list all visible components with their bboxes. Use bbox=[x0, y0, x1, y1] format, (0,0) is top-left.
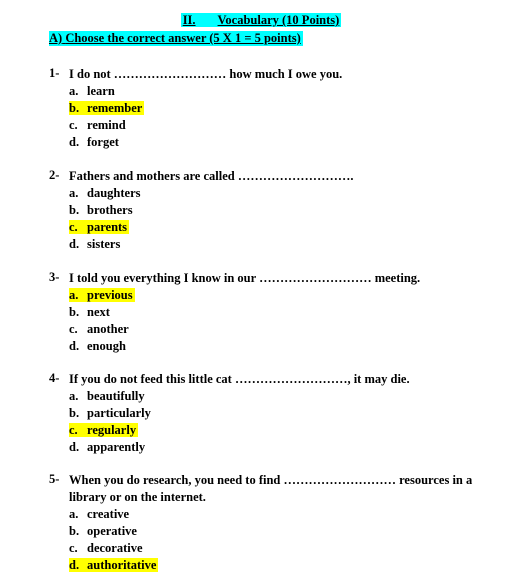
question-text: I told you everything I know in our ……………………… meeting. bbox=[69, 271, 421, 285]
option-a[interactable]: a. previous bbox=[69, 288, 133, 302]
question-number: 1- bbox=[49, 66, 60, 80]
question-text: If you do not feed this little cat ………………………, it may die. bbox=[69, 372, 410, 386]
option-a[interactable]: a. creative bbox=[69, 507, 130, 521]
option-c[interactable]: c. parents bbox=[69, 220, 128, 234]
question-5 bbox=[49, 472, 489, 574]
option-c[interactable]: c. remind bbox=[69, 118, 126, 132]
option-b[interactable]: b. brothers bbox=[69, 203, 133, 217]
part-heading bbox=[49, 31, 303, 46]
options-list bbox=[69, 185, 499, 253]
option-b[interactable]: b. particularly bbox=[69, 406, 151, 420]
question-number: 2- bbox=[49, 168, 60, 182]
option-b[interactable]: b. next bbox=[69, 305, 110, 319]
question-text: Fathers and mothers are called ………………………. bbox=[69, 169, 354, 183]
question-2 bbox=[49, 168, 499, 253]
question-text: When you do research, you need to find ……………………… resources in a library or on the internet. bbox=[69, 473, 473, 504]
section-title bbox=[0, 13, 522, 28]
question-number: 4- bbox=[49, 371, 60, 385]
option-d[interactable]: d. sisters bbox=[69, 237, 121, 251]
question-4 bbox=[49, 371, 499, 456]
section-name: Vocabulary (10 Points) bbox=[217, 13, 340, 27]
option-d[interactable]: d. authoritative bbox=[69, 558, 157, 572]
part-title: Choose the correct answer (5 X 1 = 5 points) bbox=[65, 31, 301, 45]
options-list bbox=[69, 83, 499, 151]
option-c[interactable]: c. decorative bbox=[69, 541, 143, 555]
option-c[interactable]: c. another bbox=[69, 322, 129, 336]
question-3 bbox=[49, 270, 499, 355]
options-list bbox=[69, 506, 489, 574]
option-a[interactable]: a. beautifully bbox=[69, 389, 145, 403]
part-label: A) bbox=[49, 31, 63, 45]
option-d[interactable]: d. forget bbox=[69, 135, 119, 149]
question-number: 5- bbox=[49, 472, 60, 486]
section-title-highlight bbox=[181, 13, 342, 27]
options-list bbox=[69, 287, 499, 355]
question-1 bbox=[49, 66, 499, 151]
option-c[interactable]: c. regularly bbox=[69, 423, 137, 437]
section-number: II. bbox=[182, 13, 196, 27]
option-d[interactable]: d. enough bbox=[69, 339, 126, 353]
option-a[interactable]: a. learn bbox=[69, 84, 115, 98]
options-list bbox=[69, 388, 499, 456]
option-b[interactable]: b. operative bbox=[69, 524, 137, 538]
option-a[interactable]: a. daughters bbox=[69, 186, 141, 200]
question-text: I do not ……………………… how much I owe you. bbox=[69, 67, 343, 81]
option-b[interactable]: b. remember bbox=[69, 101, 143, 115]
option-d[interactable]: d. apparently bbox=[69, 440, 146, 454]
question-number: 3- bbox=[49, 270, 60, 284]
